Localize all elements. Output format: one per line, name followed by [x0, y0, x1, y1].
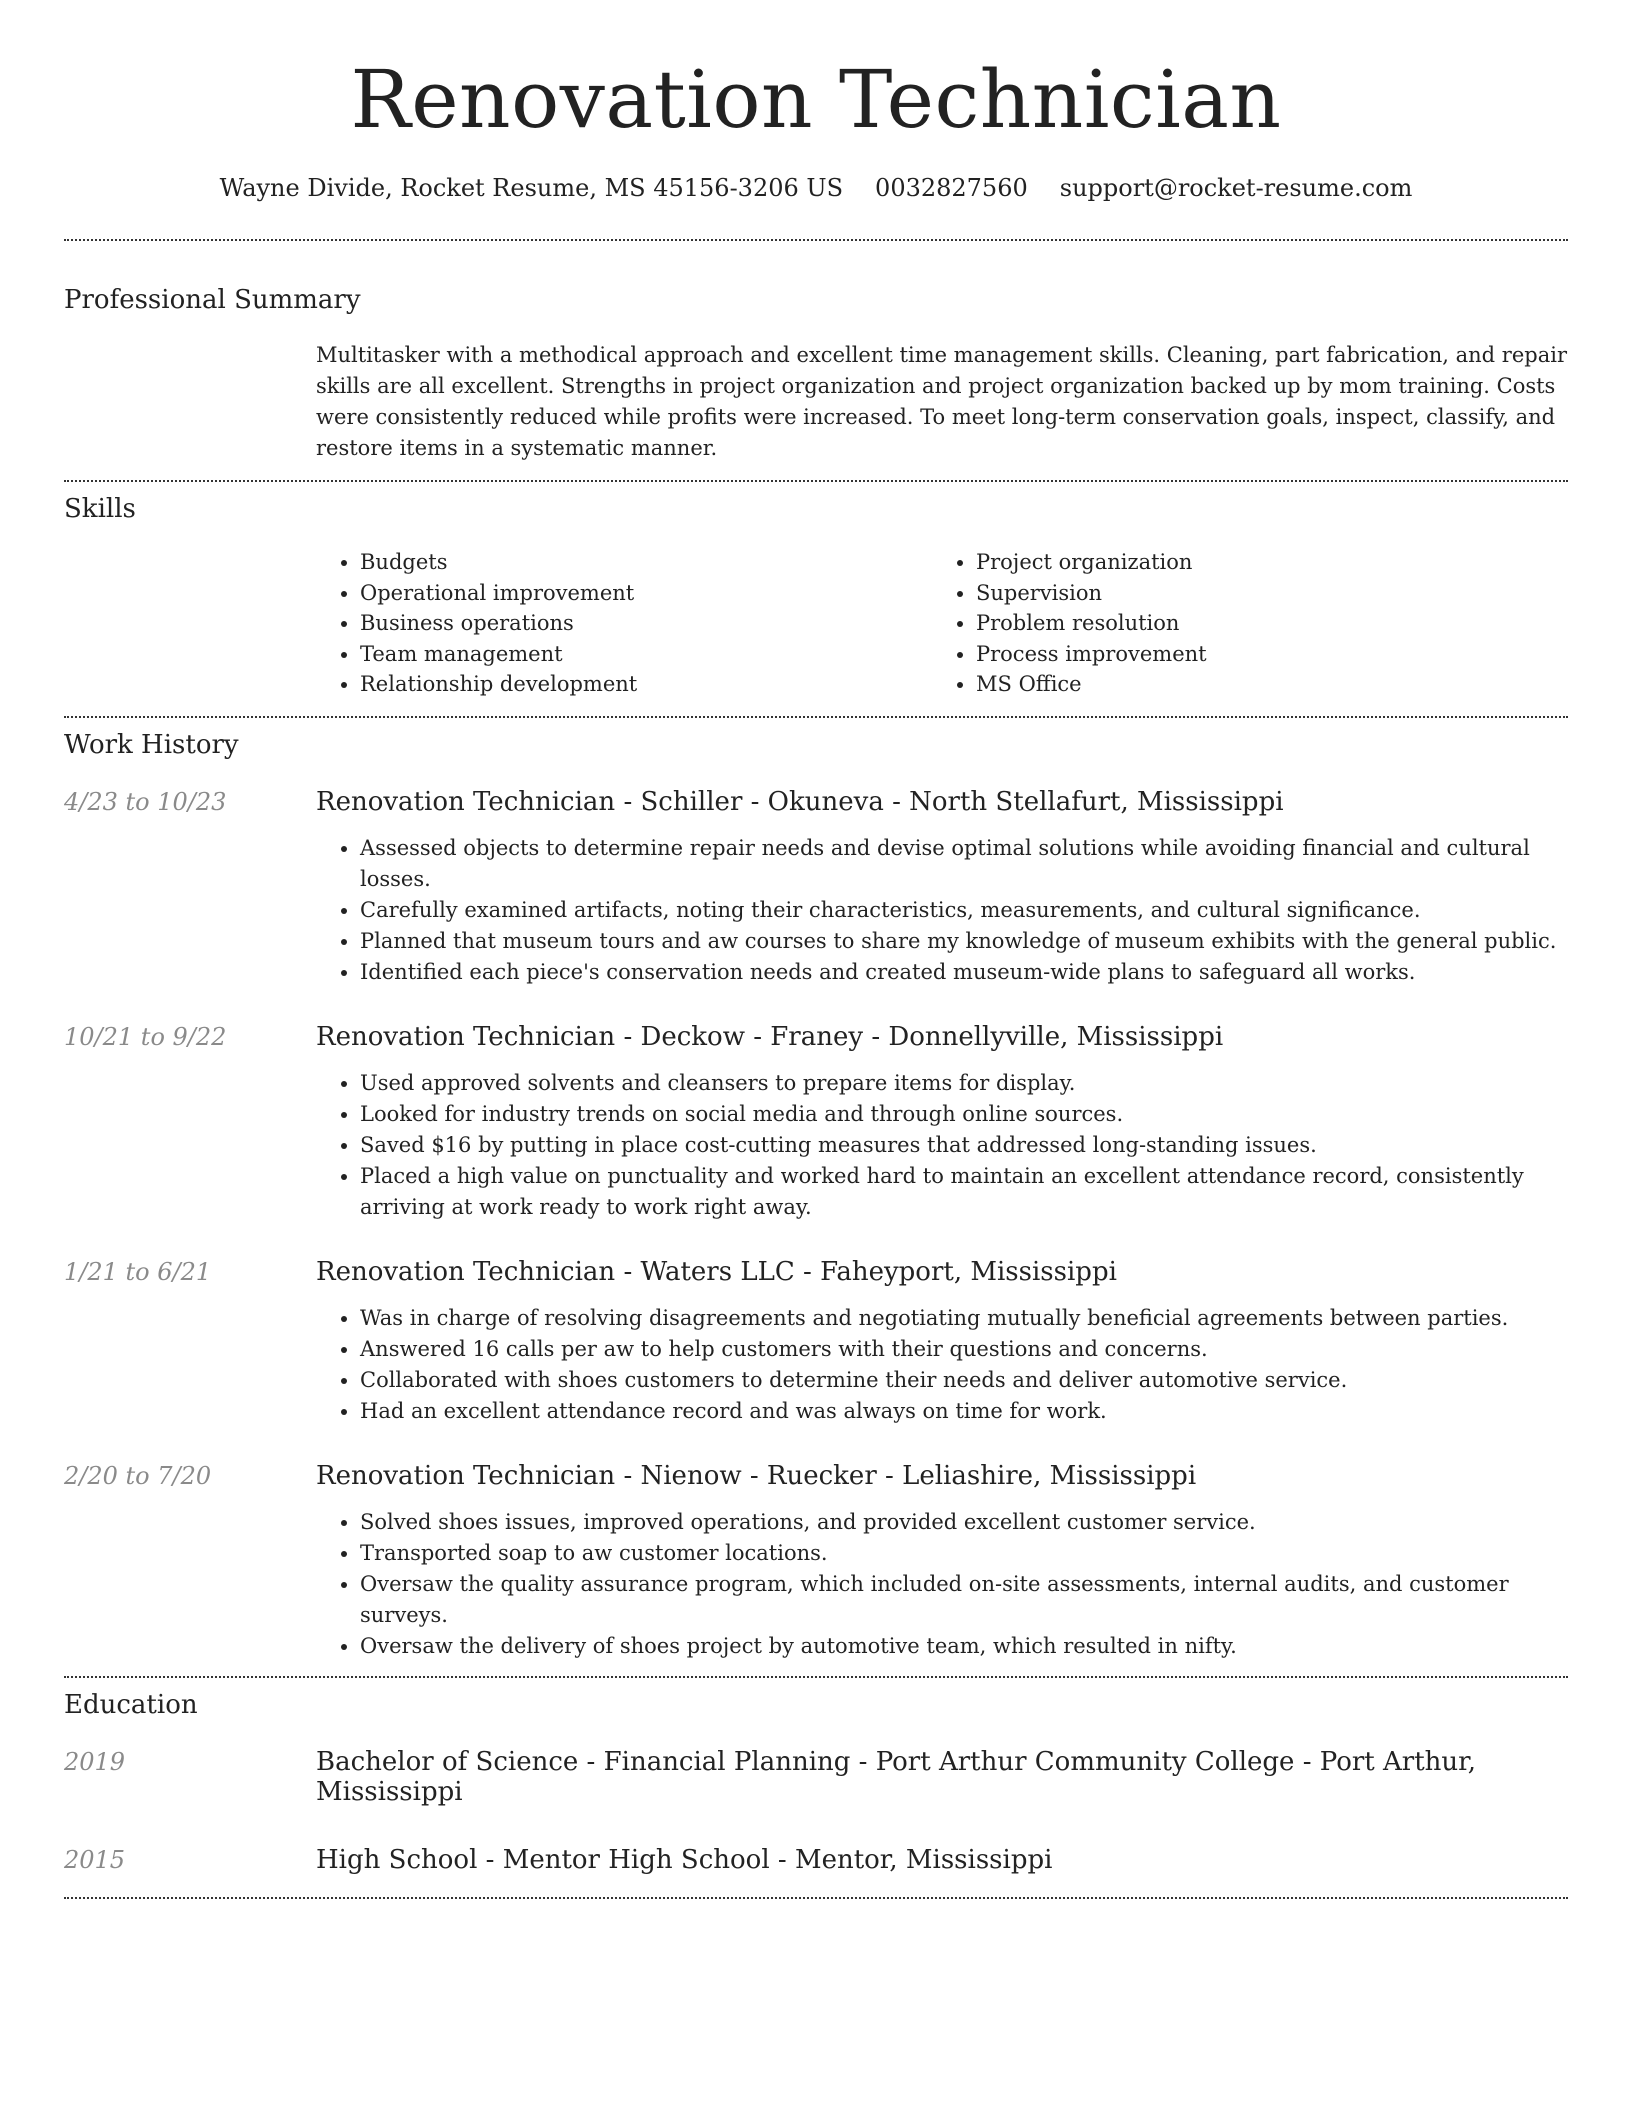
- summary-section: [64, 241, 1568, 464]
- job-bullet: • Oversaw the quality assurance program, which included on-site assessments, internal audits, and customer surveys.: [360, 1569, 1568, 1631]
- education-year: 2019: [64, 1748, 126, 1777]
- job-entry: [64, 1461, 1568, 1662]
- job-bullet: • Identified each piece's conservation needs and created museum-wide plans to safeguard all works.: [360, 957, 1568, 988]
- skill-item: • Supervision: [976, 578, 1548, 609]
- job-dates: 2/20 to 7/20: [64, 1461, 212, 1490]
- job-bullet: • Placed a high value on punctuality and worked hard to maintain an excellent attendance record, consistently arriving at work ready to work right away.: [360, 1161, 1568, 1223]
- job-bullet: • Assessed objects to determine repair needs and devise optimal solutions while avoiding financial and cultural losses.: [360, 833, 1568, 895]
- resume-name: Renovation Technician: [350, 53, 1282, 146]
- job-title: Renovation Technician - Schiller - Okuneva - North Stellafurt, Mississippi: [316, 786, 1284, 817]
- job-bullet: • Had an excellent attendance record and was always on time for work.: [360, 1396, 1568, 1427]
- skill-item: • Budgets: [360, 547, 932, 578]
- skills-heading: Skills: [64, 493, 136, 524]
- education-entry: [64, 1845, 1568, 1875]
- job-bullet: • Was in charge of resolving disagreements and negotiating mutually beneficial agreements between parties.: [360, 1303, 1568, 1334]
- skill-item: • Relationship development: [360, 669, 932, 700]
- job-bullets: [316, 1068, 1568, 1223]
- job-bullet: • Answered 16 calls per aw to help customers with their questions and concerns.: [360, 1334, 1568, 1365]
- job-bullet: • Transported soap to aw customer locations.: [360, 1538, 1568, 1569]
- education-section: [64, 1678, 1568, 1875]
- education-year: 2015: [64, 1846, 126, 1875]
- skill-item: • Process improvement: [976, 639, 1548, 670]
- job-title: Renovation Technician - Deckow - Franey - Donnellyville, Mississippi: [316, 1021, 1224, 1052]
- divider: [64, 1897, 1568, 1899]
- job-bullets: [316, 833, 1568, 988]
- job-bullet: • Used approved solvents and cleansers to prepare items for display.: [360, 1068, 1568, 1099]
- skills-section: [64, 482, 1568, 700]
- education-title: High School - Mentor High School - Mentor, Mississippi: [316, 1845, 1053, 1876]
- job-entry: [64, 1257, 1568, 1427]
- work-section: [64, 718, 1568, 1662]
- job-bullet: • Solved shoes issues, improved operations, and provided excellent customer service.: [360, 1507, 1568, 1538]
- job-dates: 1/21 to 6/21: [64, 1257, 212, 1286]
- contact-email: support@rocket-resume.com: [1059, 174, 1413, 202]
- contact-phone: 0032827560: [875, 174, 1028, 202]
- summary-text: Multitasker with a methodical approach and excellent time management skills. Cleaning, part fabrication, and repair skills are all excellent. Strengths in project organization and project organization backed up by mom training. Costs were consistently reduced while profits were increased. To meet long-term conservation goals, inspect, classify, and restore items in a systematic manner.: [316, 342, 1567, 460]
- skill-item: • Problem resolution: [976, 608, 1548, 639]
- contact-address: Wayne Divide, Rocket Resume, MS 45156-3206 US: [219, 174, 844, 202]
- job-bullet: • Planned that museum tours and aw courses to share my knowledge of museum exhibits with the general public.: [360, 926, 1568, 957]
- job-title: Renovation Technician - Nienow - Ruecker - Leliashire, Mississippi: [316, 1460, 1197, 1491]
- job-entry: [64, 1022, 1568, 1223]
- job-dates: 10/21 to 9/22: [64, 1022, 227, 1051]
- skill-item: • Team management: [360, 639, 932, 670]
- education-heading: Education: [64, 1689, 198, 1720]
- skill-item: • Project organization: [976, 547, 1548, 578]
- job-bullet: • Looked for industry trends on social media and through online sources.: [360, 1099, 1568, 1130]
- skills-list-right: [932, 547, 1548, 700]
- job-entry: [64, 787, 1568, 988]
- skill-item: • Operational improvement: [360, 578, 932, 609]
- contact-line: [64, 174, 1568, 203]
- job-bullet: • Carefully examined artifacts, noting their characteristics, measurements, and cultural significance.: [360, 895, 1568, 926]
- job-bullet: • Collaborated with shoes customers to determine their needs and deliver automotive service.: [360, 1365, 1568, 1396]
- summary-heading: Professional Summary: [64, 284, 361, 315]
- job-dates: 4/23 to 10/23: [64, 787, 227, 816]
- skill-item: • Business operations: [360, 608, 932, 639]
- job-bullet: • Saved $16 by putting in place cost-cutting measures that addressed long-standing issues.: [360, 1130, 1568, 1161]
- job-bullet: • Oversaw the delivery of shoes project by automotive team, which resulted in nifty.: [360, 1631, 1568, 1662]
- education-title: Bachelor of Science - Financial Planning - Port Arthur Community College - Port Arthur, Mississippi: [316, 1747, 1476, 1808]
- work-heading: Work History: [64, 729, 239, 760]
- job-bullets: [316, 1507, 1568, 1662]
- job-bullets: [316, 1303, 1568, 1427]
- skills-list-left: [316, 547, 932, 700]
- job-title: Renovation Technician - Waters LLC - Faheyport, Mississippi: [316, 1256, 1117, 1287]
- education-entry: [64, 1747, 1568, 1807]
- skill-item: • MS Office: [976, 669, 1548, 700]
